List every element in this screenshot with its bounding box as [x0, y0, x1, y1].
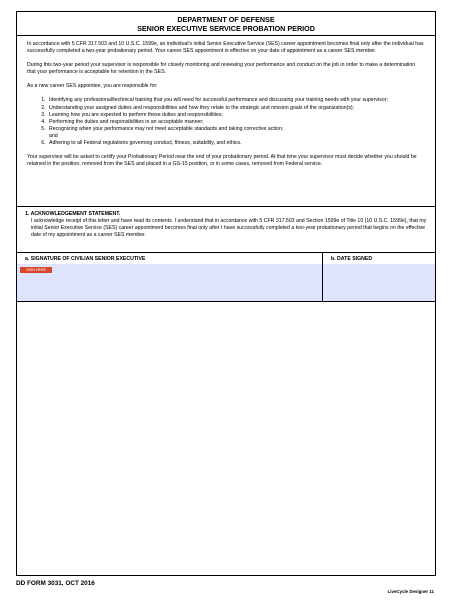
list-item: 4. Performing the duties and responsibilities in an acceptable manner; — [47, 119, 425, 126]
list-item: 2. Understanding your assigned duties and responsibilities and how they relate to the strategic and mission goals of the organization(s); — [47, 105, 425, 112]
form-number: DD FORM 3031, OCT 2016 — [16, 580, 95, 587]
header-department: DEPARTMENT OF DEFENSE — [177, 15, 275, 24]
designer-label: LiveCycle Designer 11 — [387, 589, 434, 594]
form-page — [16, 11, 436, 576]
acknowledgement-body: I acknowledge receipt of this letter and have read its contents. I understand that in accordance with 5 CFR 317.503 and Section 1599e of Title 10 (10 U.S.C. 1599e), that my initial Senior Executive Service (SES) career appointment becomes final only after I have successfully completed a two-year probationary period that begins on the effective date of my appointment as a career SES member. — [31, 218, 427, 238]
header-form-title: SENIOR EXECUTIVE SERVICE PROBATION PERIOD — [137, 24, 315, 33]
signature-field[interactable] — [17, 264, 322, 301]
list-item: 1. Identifying any professional/technical training that you will need for successful performance and discussing your training needs with your supervisor; — [47, 97, 425, 104]
signature-label: a. SIGNATURE OF CIVILIAN SENIOR EXECUTIVE — [25, 256, 146, 262]
signature-row — [17, 252, 435, 302]
intro-paragraph-1: In accordance with 5 CFR 317.503 and 10 U.S.C. 1599e, an individual's initial Senior Executive Service (SES) career appointment becomes final only after the individual has successfully completed a two-year probationary period. Your career SES appointment is effective on your date of appointment as a career SES member. — [27, 41, 424, 55]
acknowledgement-section — [17, 206, 435, 252]
date-signed-label: b. DATE SIGNED — [331, 256, 373, 262]
list-item-text: Recognizing when your performance may not meet acceptable standards and taking corrective action; — [49, 125, 284, 132]
list-item — [47, 126, 425, 140]
sign-here-badge[interactable]: SIGN HERE — [20, 267, 52, 273]
list-item: 3. Learning how you are expected to perform these duties and responsibilities; — [47, 112, 425, 119]
date-signed-field[interactable] — [323, 264, 435, 301]
date-signed-cell — [323, 253, 435, 301]
intro-paragraph-3: As a new career SES appointee, you are responsible for: — [27, 83, 158, 90]
list-item-and: and — [49, 132, 58, 139]
list-item: 6. Adhering to all Federal regulations governing conduct, fitness, suitability, and ethics. — [47, 140, 425, 147]
form-header — [17, 12, 435, 36]
acknowledgement-title: 1. ACKNOWLEDGEMENT STATEMENT. — [25, 211, 121, 217]
responsibilities-list — [27, 97, 425, 147]
intro-paragraph-2: During this two-year period your supervisor is responsible for closely monitoring and reviewing your performance and conduct on the job in order to make a determination that your performance is acceptable for retention in the SES. — [27, 62, 416, 76]
intro-paragraph-4: Your supervisor will be asked to certify your Probationary Period near the end of your probationary period. At that time your supervisor must decide whether you should be retained in the position, removed from the SES and placed in a GS-15 position, or in some cases, removed from Federal service. — [27, 154, 417, 168]
intro-text — [17, 36, 435, 168]
signature-cell — [17, 253, 323, 301]
